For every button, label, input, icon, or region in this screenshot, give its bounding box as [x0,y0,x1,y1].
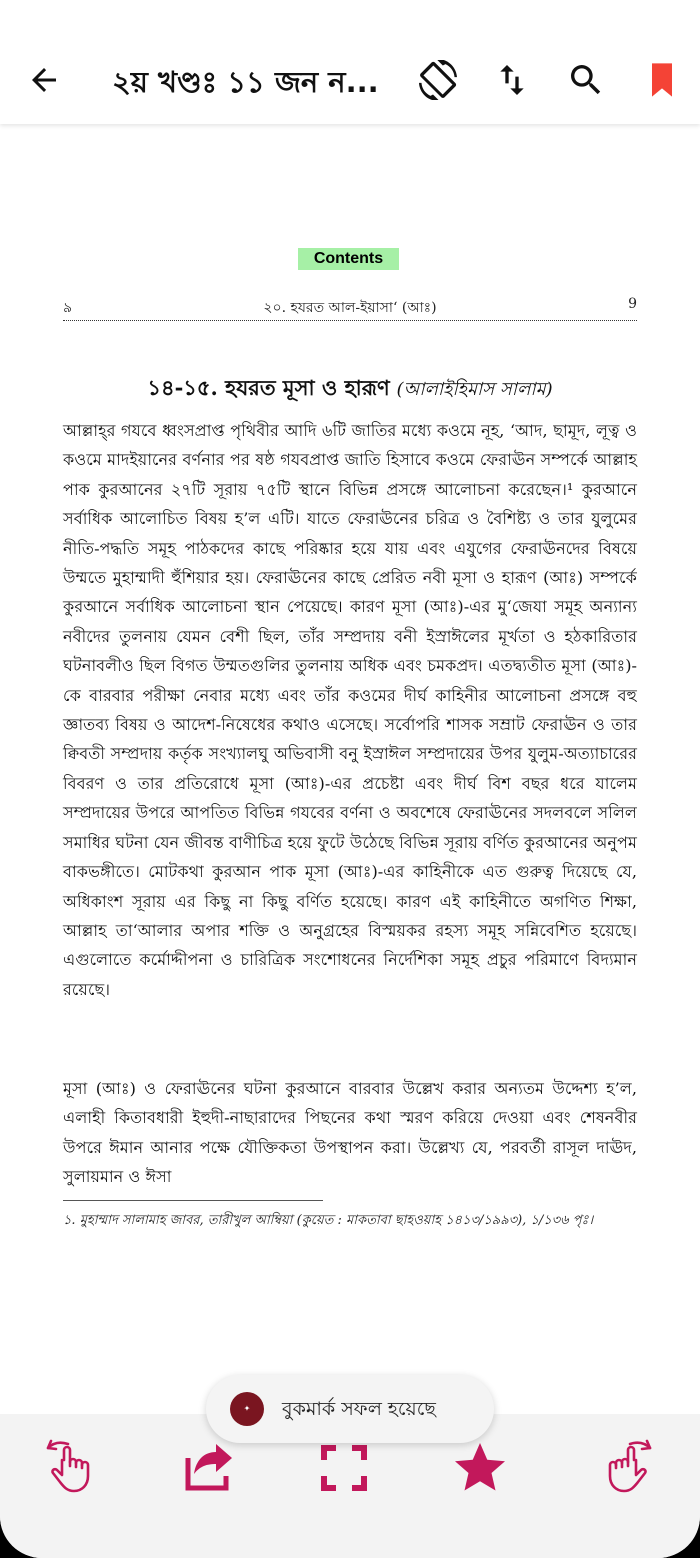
contents-button[interactable]: Contents [298,248,399,270]
chapter-title-main: ১৪-১৫. হযরত মূসা ও হারূণ [147,375,390,400]
footnote: ১. মুহাম্মাদ সালামাহ জাবর, তারীখুল আম্বিয়া (কুয়েত : মাকতাবা ছাহওয়াহ ১৪১৩/১৯৯৩), ১/১৩৬ পৃঃ। [63,1213,594,1228]
app-bar [0,0,700,124]
fullscreen-icon[interactable] [314,1438,374,1498]
chapter-title [63,372,637,407]
share-icon[interactable] [180,1438,240,1498]
back-arrow-icon[interactable] [26,62,62,98]
toast-notification [206,1375,494,1443]
running-header-title: ২০. হযরত আল-ইয়াসা‘ (আঃ) [263,300,437,316]
chapter-title-subtitle: (আলাইহিমাস সালাম) [396,379,553,400]
swipe-left-hand-icon[interactable] [42,1436,102,1496]
running-header [63,294,637,321]
footnote-divider [63,1200,323,1201]
body-paragraph-2: মূসা (আঃ) ও ফেরাঊনের ঘটনা কুরআনে বারবার উল্লেখ করার অন্যতম উদ্দেশ্য হ’ল, এলাহী কিতাবধারী ইহুদী-নাছারাদের পিছনের কথা স্মরণ করিয়ে দেওয়া এবং শেষনবীর উপরে ঈমান আনার পক্ষে যৌক্তিকতা উপস্থাপন করা। উল্লেখ্য যে, পরবর্তী রাসূল দাঊদ, সুলায়মান ও ঈসা [63,1079,637,1187]
bookmark-icon[interactable] [642,60,682,100]
swipe-right-hand-icon[interactable] [596,1436,656,1496]
star-icon[interactable] [450,1438,510,1498]
body-paragraph-1: আল্লাহ্‌র গযবে ধ্বংসপ্রাপ্ত পৃথিবীর আদি ৬টি জাতির মধ্যে কওমে নূহ, ‘আদ, ছামূদ, লূত্ব ও কওমে মাদইয়ানের বর্ণনার পর ষষ্ঠ গযবপ্রাপ্ত জাতি হিসাবে কওমে ফেরাঊন সম্পর্কে আল্লাহ পাক কুরআনের ২৭টি সূরায় ৭৫টি স্থানে বিভিন্ন প্রসঙ্গে আলোচনা করেছেন।¹ কুরআনে সর্বাধিক আলোচিত বিষয় হ’ল এটি। যাতে ফেরাঊনের চরিত্র ও বৈশিষ্ট্য ও তার যুলুমের নীতি-পদ্ধতি সমূহ পাঠকদের কাছে পরিষ্কার হয়ে যায় এবং এযুগের ফেরাঊনদের বিষয়ে উম্মতে মুহাম্মাদী হুঁশিয়ার হয়। ফেরাঊনের কাছে প্রেরিত নবী মূসা ও হারূণ (আঃ) সম্পর্কে কুরআনে সর্বাধিক আলোচনা স্থান পেয়েছে। কারণ মূসা (আঃ)-এর মু‘জেযা সমূহ অন্যান্য নবীদের তুলনায় যেমন বেশী ছিল, তাঁর সম্প্রদায় বনী ইস্রাঈলের মূর্খতা ও হঠকারিতার ঘটনাবলীও ছিল বিগত উম্মতগুলির তুলনায় অধিক এবং চমকপ্রদ। এতদ্ব্যতীত মূসা (আঃ)-কে বারবার পরীক্ষা নেবার মধ্যে এবং তাঁর কওমের দীর্ঘ কাহিনীর আলোচনা প্রসঙ্গে বহু জ্ঞাতব্য বিষয় ও আদেশ-নিষেধের কথাও এসেছে। সর্বোপরি শাসক সম্রাট ফেরাঊন ও তার ক্বিবতী সম্প্রদায় কর্তৃক সংখ্যালঘু অভিবাসী বনু ইস্রাঈল সম্প্রদায়ের উপর যুলুম-অত্যাচারের বিবরণ ও তার প্রতিরোধে মূসা (আঃ)-এর প্রচেষ্টা এবং দীর্ঘ বিশ বছর ধরে যালেম সম্প্রদায়ের উপরে আপতিত বিভিন্ন গযবের বর্ণনা ও অবশেষে ফেরাঊনের সদলবলে সলিল সমাধির ঘটনা যেন জীবন্ত বাণীচিত্র হয়ে ফুটে উঠেছে বিভিন্ন সূরায় বর্ণিত কুরআনের অনুপম বাকভঙ্গীতে। মোটকথা কুরআন পাক মূসা (আঃ)-এর কাহিনীকে এত গুরুত্ব দিয়েছে যে, অধিকাংশ সূরায় এর কিছু না কিছু বর্ণিত হয়েছে। কারণ এই কাহিনীতে অগণিত শিক্ষা, আল্লাহ তা‘আলার অপার শক্তি ও অনুগ্রহের বিস্ময়কর রহস্য সমূহ সন্নিবেশিত হয়েছে। এগুলোতে কর্মোদ্দীপনা ও চারিত্রিক সংশোধনের নির্দেশিকা সমূহ প্রচুর পরিমাণে বিদ্যমান রয়েছে। [63,421,637,999]
page-number-bengali: ৯ [63,300,73,316]
page-number: 9 [628,296,637,312]
swap-vertical-icon[interactable] [492,60,532,100]
rotate-screen-icon[interactable] [418,60,458,100]
search-icon[interactable] [566,60,606,100]
book-page [0,124,700,1414]
toast-message: বুকমার্ক সফল হয়েছে [282,1398,436,1420]
book-title: ২য় খণ্ডঃ ১১ জন ন... [112,65,379,99]
app-logo-icon: ✦ [230,1392,264,1426]
